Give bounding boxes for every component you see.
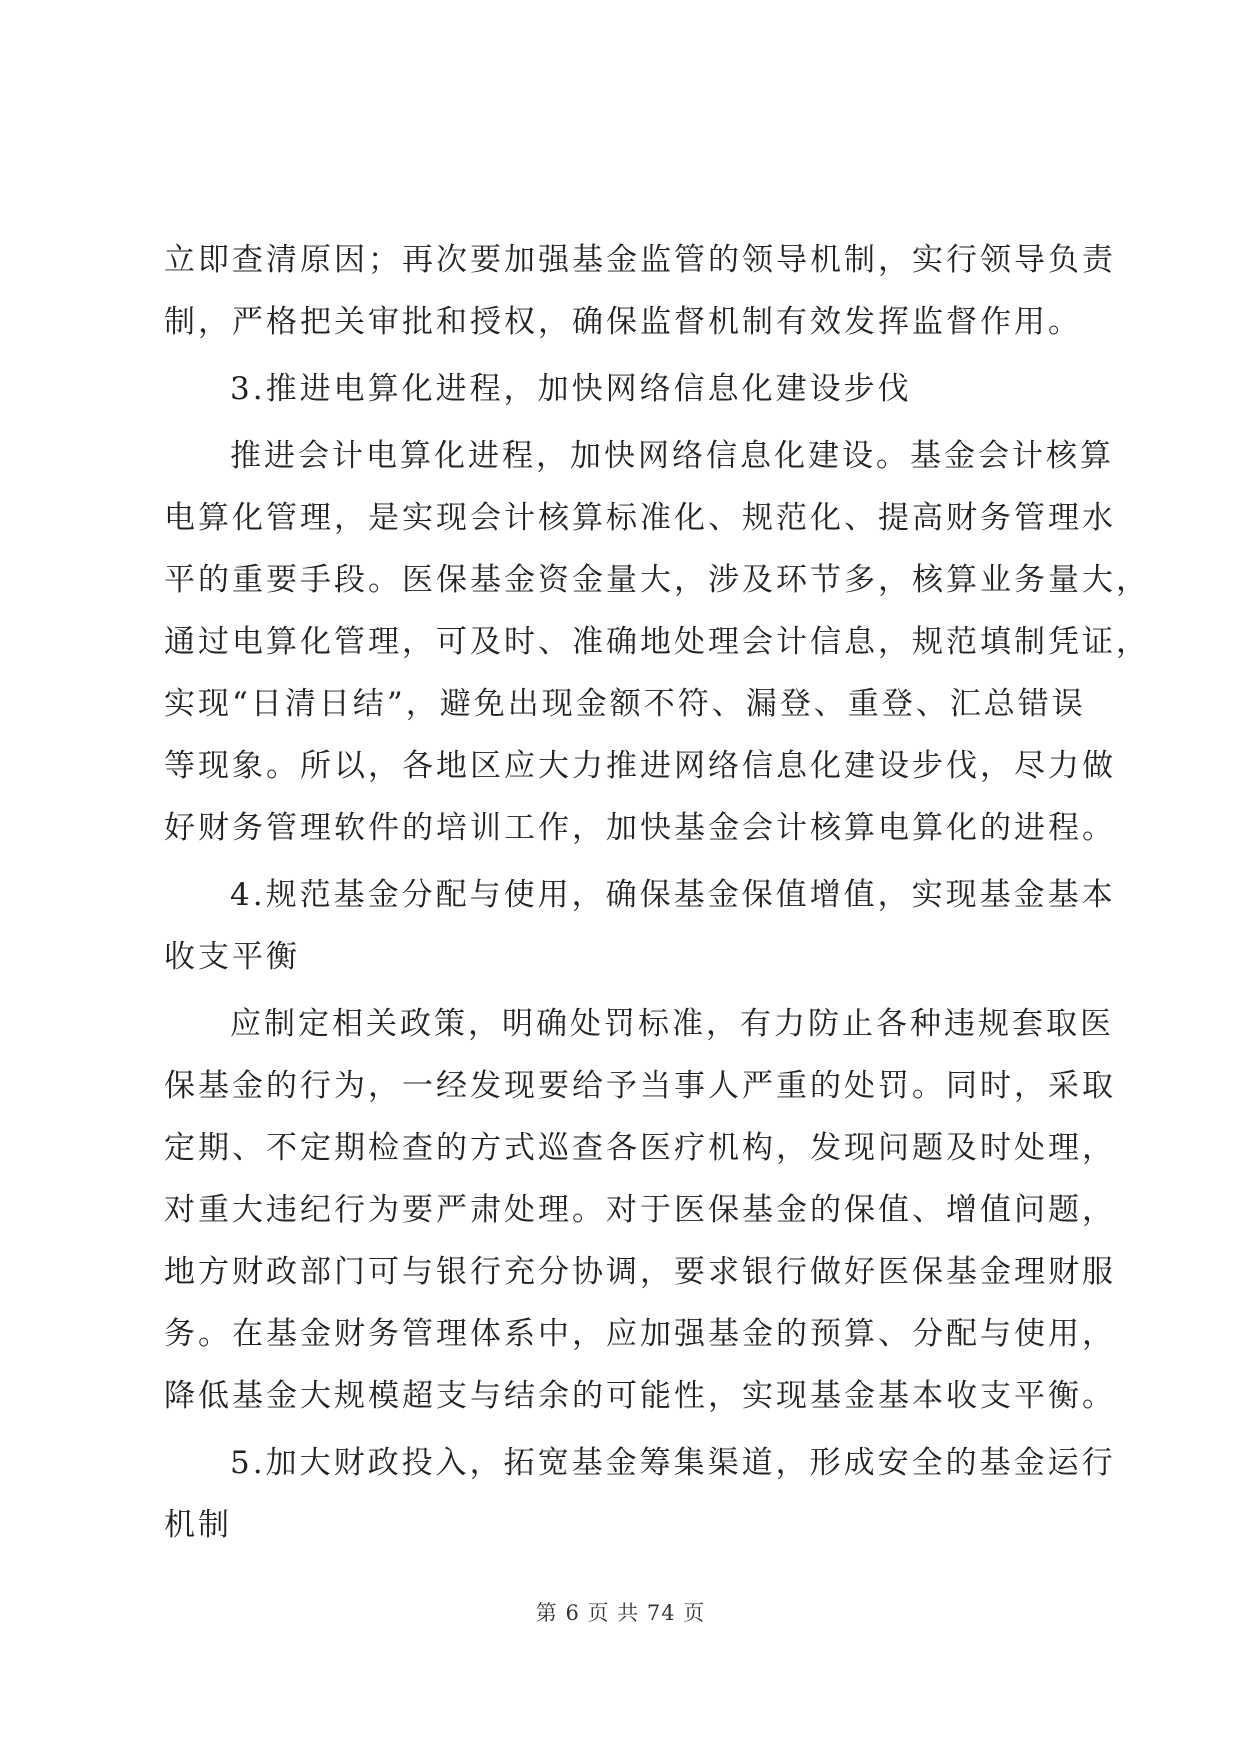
section-heading-5-continued: 机制 — [164, 1507, 232, 1543]
paragraph-line: 务。在基金财务管理体系中，应加强基金的预算、分配与使用， — [164, 1316, 1116, 1352]
paragraph-line: 电算化管理，是实现会计核算标准化、规范化、提高财务管理水 — [164, 500, 1116, 536]
paragraph-line: 等现象。所以，各地区应大力推进网络信息化建设步伐，尽力做 — [164, 748, 1116, 784]
paragraph-line: 定期、不定期检查的方式巡查各医疗机构，发现问题及时处理， — [164, 1130, 1116, 1166]
paragraph-line: 应制定相关政策，明确处罚标准，有力防止各种违规套取医 — [230, 1006, 1114, 1042]
section-heading-3: 3.推进电算化进程，加快网络信息化建设步伐 — [230, 371, 912, 407]
section-heading-4-continued: 收支平衡 — [164, 939, 300, 975]
paragraph-line: 地方财政部门可与银行充分协调，要求银行做好医保基金理财服 — [164, 1254, 1116, 1290]
paragraph-line: 实现“日清日结”，避免出现金额不符、漏登、重登、汇总错误 — [164, 686, 1086, 722]
section-heading-5: 5.加大财政投入，拓宽基金筹集渠道，形成安全的基金运行 — [230, 1445, 1116, 1481]
paragraph-line: 平的重要手段。医保基金资金量大，涉及环节多，核算业务量大， — [164, 562, 1150, 598]
paragraph-line: 降低基金大规模超支与结余的可能性，实现基金基本收支平衡。 — [164, 1378, 1116, 1414]
page-number-footer: 第 6 页 共 74 页 — [535, 1601, 706, 1625]
paragraph-line: 对重大违纪行为要严肃处理。对于医保基金的保值、增值问题， — [164, 1192, 1116, 1228]
paragraph-line: 立即查清原因；再次要加强基金监管的领导机制，实行领导负责 — [164, 242, 1116, 278]
paragraph-line: 好财务管理软件的培训工作，加快基金会计核算电算化的进程。 — [164, 810, 1116, 846]
section-heading-4: 4.规范基金分配与使用，确保基金保值增值，实现基金基本 — [230, 877, 1116, 913]
paragraph-line: 保基金的行为，一经发现要给予当事人严重的处罚。同时，采取 — [164, 1068, 1116, 1104]
paragraph-line: 制，严格把关审批和授权，确保监督机制有效发挥监督作用。 — [164, 304, 1082, 340]
document-body — [164, 229, 1150, 1556]
paragraph-line: 推进会计电算化进程，加快网络信息化建设。基金会计核算 — [230, 438, 1114, 474]
paragraph-line: 通过电算化管理，可及时、准确地处理会计信息，规范填制凭证， — [164, 624, 1150, 660]
